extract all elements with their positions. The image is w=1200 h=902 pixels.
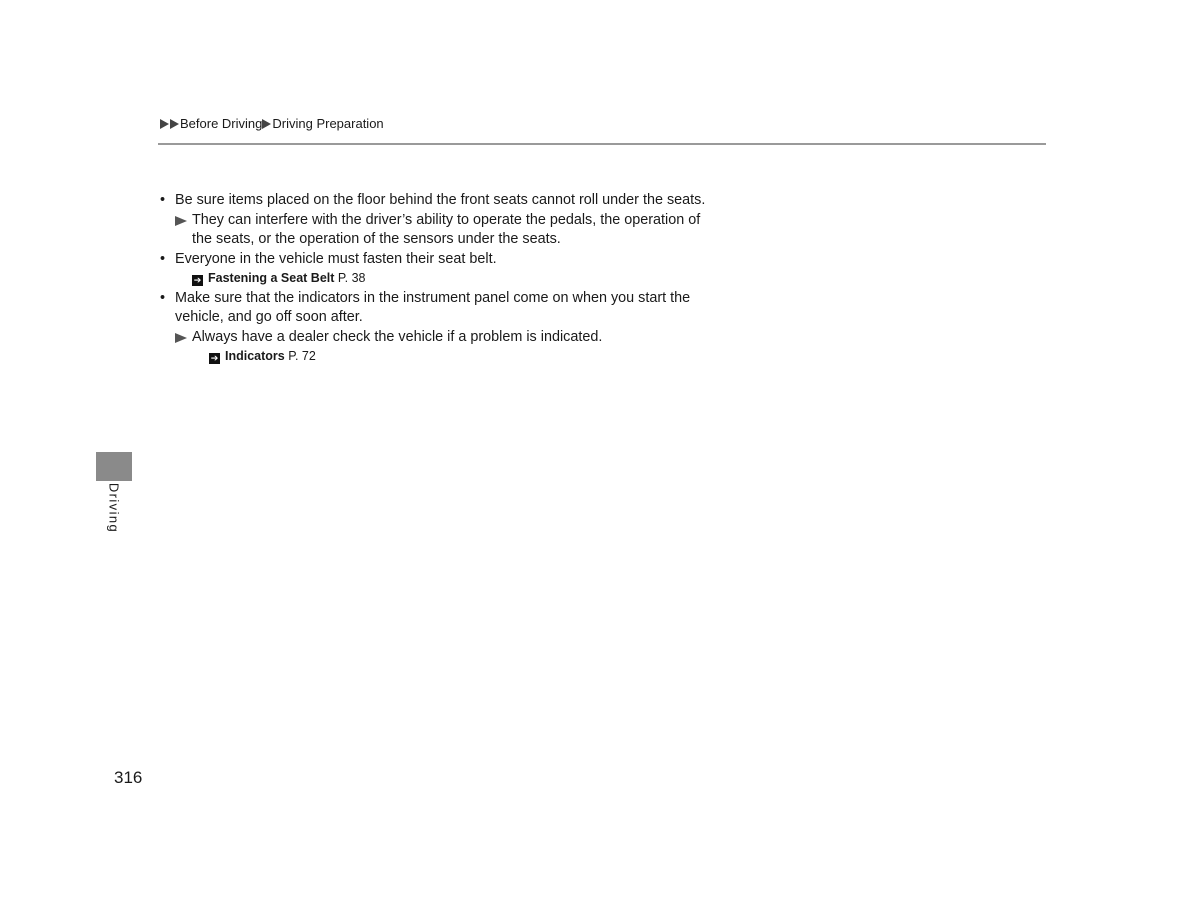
- bullet-text: Everyone in the vehicle must fasten their seat belt.: [175, 250, 497, 267]
- note-text: Always have a dealer check the vehicle if a problem is indicated.: [192, 328, 603, 345]
- list-item: [158, 289, 718, 328]
- breadcrumb: [160, 116, 384, 131]
- header-rule: [158, 143, 1046, 145]
- bullet-icon: •: [160, 192, 166, 208]
- reference-page[interactable]: P. 72: [288, 349, 316, 363]
- page-number: 316: [114, 768, 143, 787]
- reference-page[interactable]: P. 38: [337, 271, 366, 285]
- section-label: Driving: [106, 482, 122, 534]
- list-item: [158, 191, 718, 211]
- reference-title[interactable]: Indicators: [225, 349, 285, 363]
- bullet-text: Be sure items placed on the floor behind the front seats cannot roll under the seats.: [175, 192, 706, 208]
- note-arrow-icon: [175, 216, 187, 226]
- breadcrumb-arrow-icon: [160, 119, 169, 129]
- main-content: [158, 191, 718, 367]
- breadcrumb-arrow-icon: [262, 119, 271, 129]
- note-item: [175, 328, 718, 348]
- breadcrumb-arrow-icon: [170, 119, 179, 129]
- arrow-ref-icon: ➔: [193, 275, 202, 285]
- note-item: [175, 211, 718, 250]
- reference-title[interactable]: Fastening a Seat Belt: [208, 271, 335, 285]
- bullet-icon: •: [160, 289, 166, 306]
- breadcrumb-item-before-driving[interactable]: Before Driving: [180, 116, 263, 131]
- note-arrow-icon: [175, 333, 187, 343]
- reference-link-indicators[interactable]: [209, 347, 718, 367]
- section-tab: [96, 452, 132, 481]
- bullet-text: Make sure that the indicators in the instrument panel come on when you start the vehicle, and go off soon after.: [175, 289, 691, 325]
- breadcrumb-item-driving-preparation[interactable]: Driving Preparation: [272, 116, 384, 131]
- note-text: They can interfere with the driver’s ability to operate the pedals, the operation of the seats, or the operation of the sensors under the seats.: [192, 211, 701, 247]
- reference-link-seat-belt[interactable]: [192, 269, 718, 289]
- bullet-icon: •: [160, 250, 166, 267]
- arrow-ref-icon: ➔: [210, 353, 219, 363]
- list-item: [158, 250, 718, 270]
